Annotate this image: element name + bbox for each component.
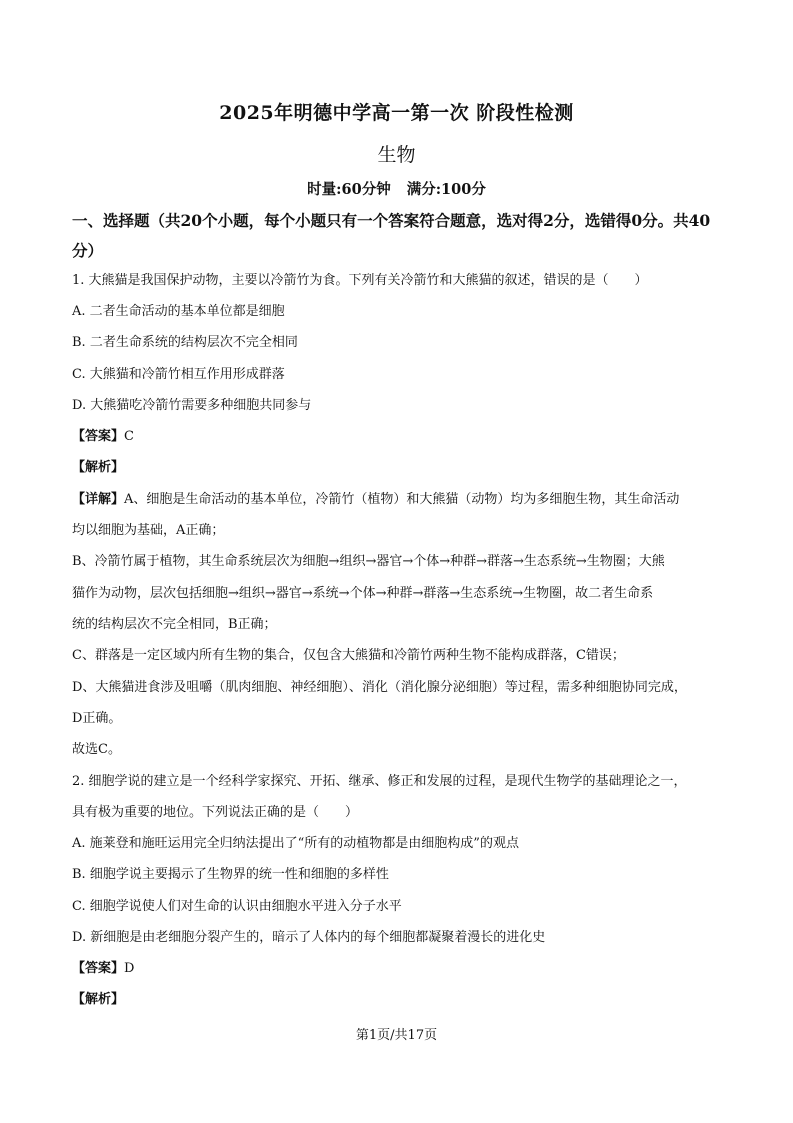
exam-score: 满分:100分	[406, 181, 486, 198]
q1-detail-line-3: B、冷箭竹属于植物，其生命系统层次为细胞→组织→器官→个体→种群→群落→生态系统→生物圈；大熊	[72, 554, 665, 569]
q1-detail-line-7: D、大熊猫进食涉及咀嚼（肌肉细胞、神经细胞）、消化（消化腺分泌细胞）等过程，需多种细胞协同完成，	[72, 680, 687, 695]
exam-title: 2025年明德中学高一第一次 阶段性检测	[219, 102, 574, 124]
exam-subject: 生物	[377, 144, 416, 166]
q2-stem-line-2: 具有极为重要的地位。下列说法正确的是（ ）	[72, 805, 359, 820]
q1-option-d: D. 大熊猫吃冷箭竹需要多种细胞共同参与	[72, 398, 312, 413]
exam-time: 时量:60分钟	[307, 181, 391, 198]
q1-option-b: B. 二者生命系统的结构层次不完全相同	[72, 335, 298, 350]
exam-time-score	[0, 178, 793, 199]
q2-stem-line-1: 2. 细胞学说的建立是一个经科学家探究、开拓、继承、修正和发展的过程，是现代生物学的基础理论之一，	[72, 774, 687, 789]
q2-option-d: D. 新细胞是由老细胞分裂产生的，暗示了人体内的每个细胞都凝聚着漫长的进化史	[72, 930, 546, 945]
q2-option-c: C. 细胞学说使人们对生命的认识由细胞水平进入分子水平	[72, 899, 402, 914]
q2-analysis-label: 【解析】	[72, 992, 125, 1007]
q1-detail-line-2: 均以细胞为基础，A正确；	[72, 523, 225, 538]
q1-detail-line-8: D正确。	[72, 711, 122, 726]
q1-option-c: C. 大熊猫和冷箭竹相互作用形成群落	[72, 367, 285, 382]
q1-analysis-label: 【解析】	[72, 460, 125, 475]
q1-conclusion: 故选C。	[72, 742, 121, 757]
q2-option-b: B. 细胞学说主要揭示了生物界的统一性和细胞的多样性	[72, 867, 389, 882]
page-footer: 第1页/共17页	[355, 1028, 438, 1043]
q2-answer	[72, 959, 732, 979]
q1-stem: 1. 大熊猫是我国保护动物，主要以冷箭竹为食。下列有关冷箭竹和大熊猫的叙述，错误的是（ ）	[72, 273, 648, 288]
q1-detail-line-6: C、群落是一定区域内所有生物的集合，仅包含大熊猫和冷箭竹两种生物不能构成群落，C错误；	[72, 648, 625, 663]
q1-option-a: A. 二者生命活动的基本单位都是细胞	[72, 304, 285, 319]
q1-answer	[72, 427, 732, 447]
q2-answer-value: D	[124, 961, 135, 976]
q1-detail-label: 【详解】	[72, 492, 125, 507]
q1-detail-line-5: 统的结构层次不完全相同，B正确；	[72, 617, 277, 632]
q2-option-a: A. 施莱登和施旺运用完全归纳法提出了“所有的动植物都是由细胞构成”的观点	[72, 836, 519, 851]
q1-answer-value: C	[124, 429, 134, 444]
q1-answer-label: 【答案】	[72, 429, 125, 444]
section-heading: 一、选择题（共20个小题，每个小题只有一个答案符合题意，选对得2分，选错得0分。共40分）	[72, 211, 711, 260]
q1-detail-line-1	[72, 490, 732, 510]
q2-answer-label: 【答案】	[72, 961, 125, 976]
q1-detail-text-1: A、细胞是生命活动的基本单位，冷箭竹（植物）和大熊猫（动物）均为多细胞生物，其生命活动	[124, 492, 680, 507]
q1-detail-line-4: 猫作为动物，层次包括细胞→组织→器官→系统→个体→种群→群落→生态系统→生物圈，故二者生命系	[72, 586, 654, 601]
